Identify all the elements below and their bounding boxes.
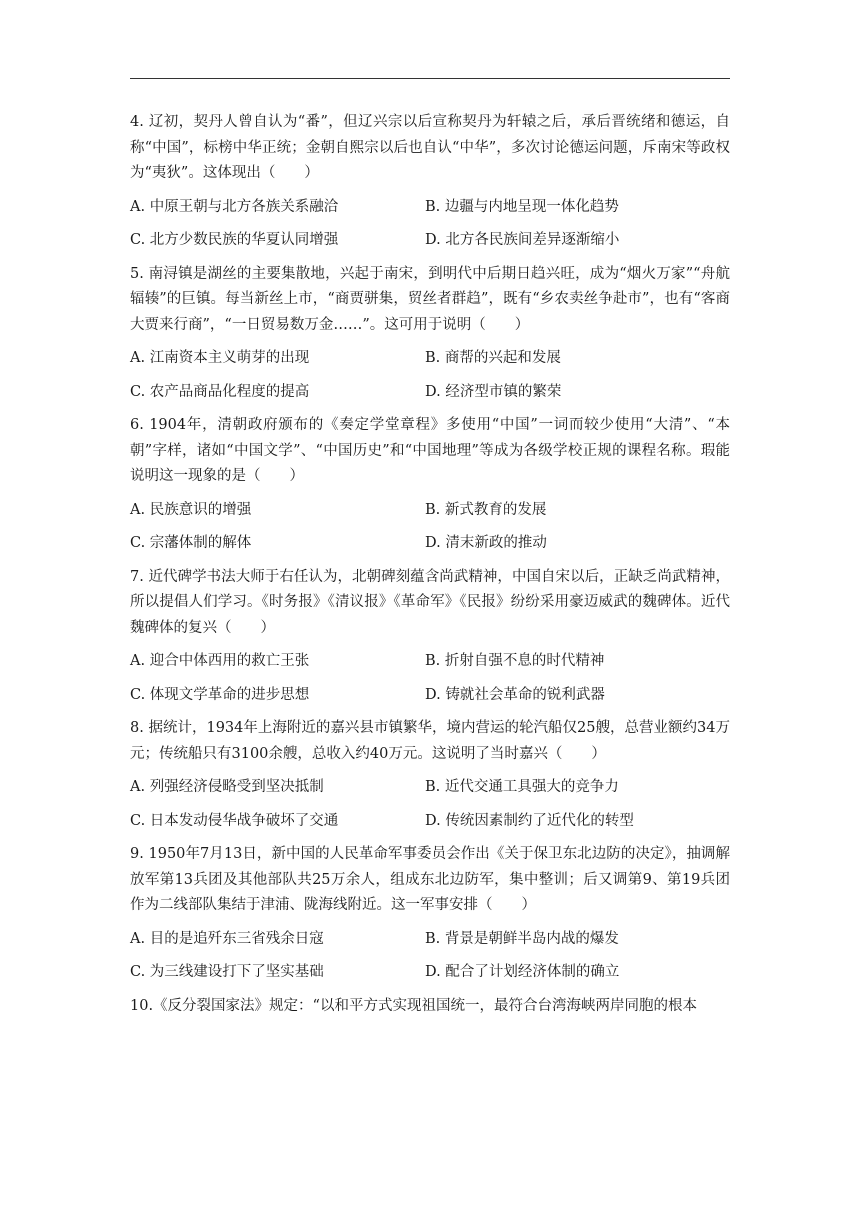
option-b: B. 边疆与内地呈现一体化趋势 bbox=[425, 198, 619, 215]
question-list bbox=[130, 110, 730, 1027]
option-a: A. 迎合中体西用的救亡王张 bbox=[130, 653, 310, 669]
option-c: C. 农产品商品化程度的提高 bbox=[130, 383, 310, 400]
option-b: B. 商帮的兴起和发展 bbox=[425, 350, 561, 366]
options-grid bbox=[130, 498, 730, 557]
option-c: C. 宗藩体制的解体 bbox=[130, 535, 252, 551]
question-stem: 5. 南浔镇是湖丝的主要集散地，兴起于南宋，到明代中后期日趋兴旺，成为“烟火万家”“舟航辐辏”的巨镇。每当新丝上市，“商贾骈集，贸丝者群趋”，既有“乡农卖丝争赴市”，也有“客商大贾来行商”，“一日贸易数万金……”。这可用于说明（ ） bbox=[130, 265, 730, 333]
question-stem: 7. 近代碑学书法大师于右任认为，北朝碑刻蕴含尚武精神，中国自宋以后，正缺乏尚武精神，所以提倡人们学习。《时务报》《清议报》《革命军》《民报》纷纷采用豪迈威武的魏碑体。近代魏碑体的复兴（ ） bbox=[130, 568, 730, 636]
options-grid bbox=[130, 649, 730, 708]
option-b: B. 近代交通工具强大的竞争力 bbox=[425, 779, 619, 795]
question-7 bbox=[130, 565, 730, 709]
option-d: D. 北方各民族间差异逐渐缩小 bbox=[425, 232, 620, 248]
option-c: C. 体现文学革命的进步思想 bbox=[130, 686, 310, 703]
option-d: D. 经济型市镇的繁荣 bbox=[425, 383, 562, 400]
option-a: A. 目的是追歼东三省残余日寇 bbox=[130, 930, 324, 947]
option-a: A. 江南资本主义萌芽的出现 bbox=[130, 350, 310, 366]
question-5 bbox=[130, 262, 730, 406]
option-b: B. 背景是朝鲜半岛内战的爆发 bbox=[425, 930, 619, 947]
option-d: D. 传统因素制约了近代化的转型 bbox=[425, 812, 634, 829]
options-grid bbox=[130, 195, 730, 254]
option-a: A. 列强经济侵略受到坚决抵制 bbox=[130, 779, 324, 795]
option-c: C. 北方少数民族的华夏认同增强 bbox=[130, 232, 339, 248]
option-d: D. 清末新政的推动 bbox=[425, 535, 547, 551]
option-c: C. 日本发动侵华战争破坏了交通 bbox=[130, 812, 339, 829]
option-d: D. 配合了计划经济体制的确立 bbox=[425, 964, 620, 980]
option-c: C. 为三线建设打下了坚实基础 bbox=[130, 964, 324, 980]
option-a: A. 中原王朝与北方各族关系融洽 bbox=[130, 198, 339, 215]
option-d: D. 铸就社会革命的锐利武器 bbox=[425, 686, 605, 703]
header-rule bbox=[130, 78, 730, 79]
question-stem: 10.《反分裂国家法》规定：“以和平方式实现祖国统一，最符合台湾海峡两岸同胞的根本 bbox=[130, 997, 697, 1014]
question-6 bbox=[130, 413, 730, 557]
question-8 bbox=[130, 716, 730, 834]
question-9 bbox=[130, 842, 730, 986]
question-4 bbox=[130, 110, 730, 254]
question-10 bbox=[130, 994, 730, 1020]
question-stem: 8. 据统计，1934年上海附近的嘉兴县市镇繁华，境内营运的轮汽船仅25艘，总营业额约34万元；传统船只有3100余艘，总收入约40万元。这说明了当时嘉兴（ ） bbox=[130, 720, 730, 762]
options-grid bbox=[130, 346, 730, 405]
option-b: B. 新式教育的发展 bbox=[425, 501, 547, 518]
options-grid bbox=[130, 775, 730, 834]
question-stem: 6. 1904年，清朝政府颁布的《奏定学堂章程》多使用“中国”一词而较少使用“大清”、“本朝”字样，诸如“中国文学”、“中国历史”和“中国地理”等成为各级学校正规的课程名称。瑕能说明这一现象的是（ ） bbox=[130, 417, 730, 484]
question-stem: 4. 辽初，契丹人曾自认为“番”，但辽兴宗以后宣称契丹为轩辕之后，承后晋统绪和德运，自称“中国”，标榜中华正统；金朝自熙宗以后也自认“中华”，多次讨论德运问题，斥南宋等政权为“夷狄”。这体现出（ ） bbox=[130, 114, 730, 181]
question-stem: 9. 1950年7月13日，新中国的人民革命军事委员会作出《关于保卫东北边防的决定》，抽调解放军第13兵团及其他部队共25万余人，组成东北边防军，集中整训；后又调第9、第19兵团作为二线部队集结于津浦、陇海线附近。这一军事安排（ ） bbox=[130, 846, 730, 913]
option-a: A. 民族意识的增强 bbox=[130, 501, 252, 518]
options-grid bbox=[130, 927, 730, 986]
option-b: B. 折射自强不息的时代精神 bbox=[425, 653, 605, 669]
